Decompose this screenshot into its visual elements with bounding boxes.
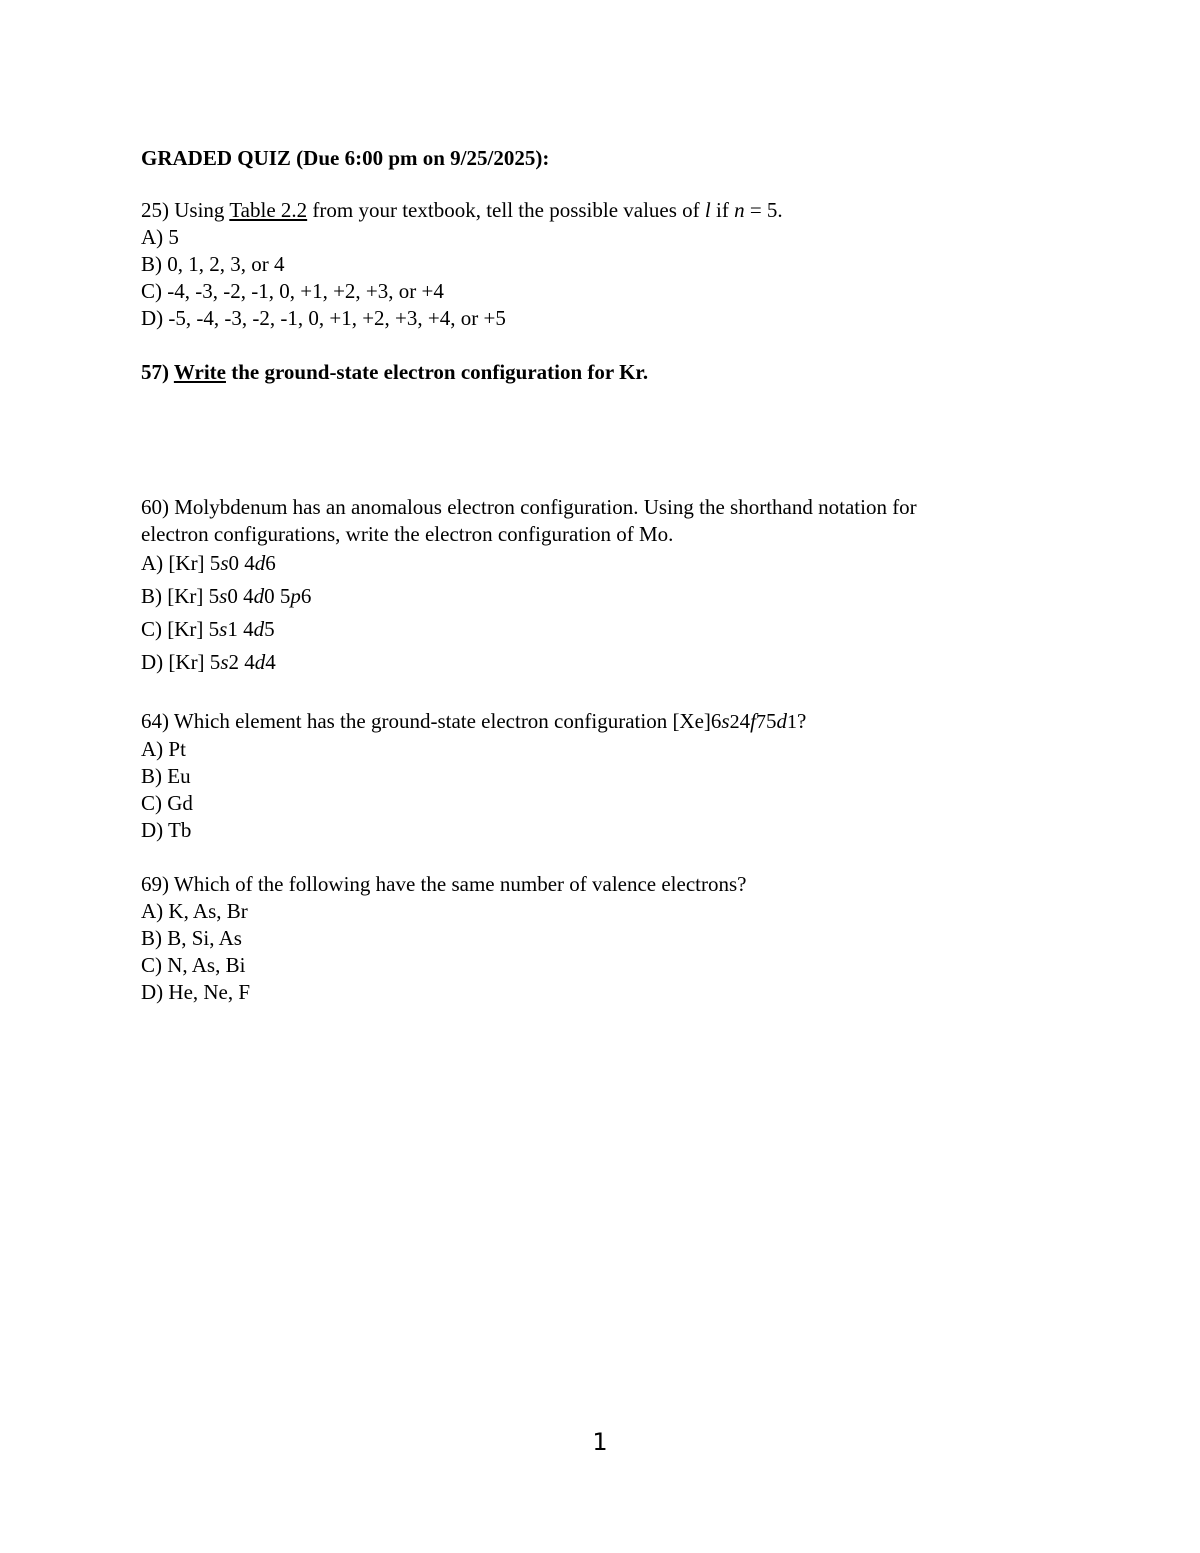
choice-b: B) B, Si, As: [141, 926, 242, 950]
choice-a: A) K, As, Br: [141, 899, 248, 923]
question-number: 25): [141, 198, 169, 222]
variable-n: n: [734, 198, 745, 222]
choice-d: D) Tb: [141, 818, 192, 842]
choice-b: B) 0, 1, 2, 3, or 4: [141, 252, 285, 276]
prompt-text: the ground-state electron configuration for Kr.: [231, 360, 649, 384]
quiz-title: GRADED QUIZ (Due 6:00 pm on 9/25/2025):: [141, 146, 550, 170]
choice-a: A) Pt: [141, 737, 186, 761]
prompt-text: Molybdenum has an anomalous electron configuration. Using the shorthand notation for: [174, 495, 917, 519]
question-number: 69): [141, 872, 169, 896]
question-number: 60): [141, 495, 169, 519]
choice-d: D) -5, -4, -3, -2, -1, 0, +1, +2, +3, +4, or +5: [141, 306, 506, 330]
write-verb: Write: [173, 360, 226, 384]
question-69-prompt: [141, 871, 1091, 898]
table-reference: Table 2.2: [229, 198, 308, 222]
choice-b: B) [Kr] 5s0 4d0 5p6: [141, 584, 312, 608]
question-60: [141, 494, 1091, 676]
variable-l: l: [704, 198, 711, 222]
page-number: 1: [592, 1428, 608, 1456]
question-69: [141, 871, 1091, 1006]
choice-c: C) N, As, Bi: [141, 953, 246, 977]
question-60-prompt-line1: [141, 494, 1091, 521]
question-25-prompt: [141, 197, 1091, 224]
choice-d: D) He, Ne, F: [141, 980, 251, 1004]
prompt-text: = 5.: [749, 198, 783, 222]
question-64-prompt: 64) Which element has the ground-state electron configuration [Xe]6s24f75d1?: [141, 709, 807, 733]
choice-b: B) Eu: [141, 764, 191, 788]
question-number: 57): [141, 360, 169, 384]
choice-c: C) [Kr] 5s1 4d5: [141, 617, 275, 641]
choice-a: A) 5: [141, 225, 179, 249]
question-25: [141, 197, 1091, 332]
question-57: [141, 359, 1091, 386]
prompt-text: from your textbook, tell the possible values of: [312, 198, 700, 222]
choice-c: C) -4, -3, -2, -1, 0, +1, +2, +3, or +4: [141, 279, 444, 303]
question-60-prompt-line2: electron configurations, write the electron configuration of Mo.: [141, 522, 674, 546]
prompt-text: Using: [174, 198, 225, 222]
choice-c: C) Gd: [141, 791, 193, 815]
prompt-text: Which of the following have the same number of valence electrons?: [173, 872, 747, 896]
choice-d: D) [Kr] 5s2 4d4: [141, 650, 276, 674]
question-64: [141, 708, 1091, 844]
question-number: 64): [141, 709, 169, 733]
choice-a: A) [Kr] 5s0 4d6: [141, 551, 276, 575]
prompt-text: if: [716, 198, 729, 222]
